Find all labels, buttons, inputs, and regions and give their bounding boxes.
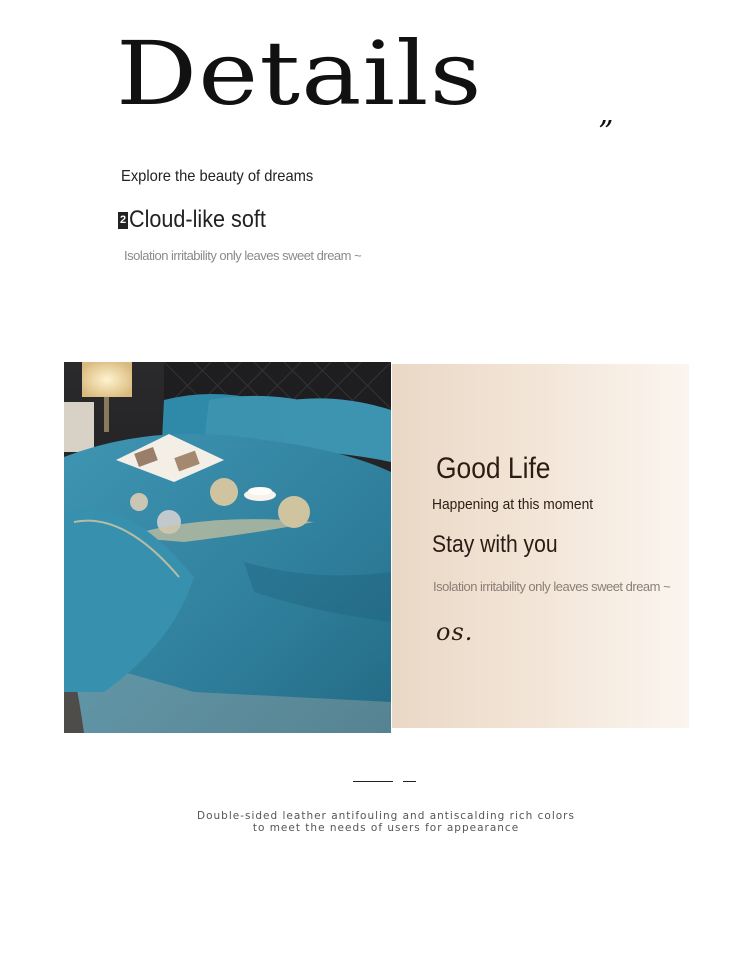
footer-line-1: Double-sided leather antifouling and antiscalding rich colors	[197, 810, 575, 822]
panel-subtitle: Happening at this moment	[432, 496, 594, 513]
feature-description: Isolation irritability only leaves sweet dream ~	[124, 248, 362, 263]
feature-title-text: Cloud-like soft	[129, 206, 266, 233]
divider-long	[353, 781, 393, 782]
panel-heading: Stay with you	[432, 531, 558, 558]
divider-short	[403, 781, 416, 782]
page-title: Details	[116, 22, 483, 125]
feature-title	[118, 206, 281, 234]
panel-description: Isolation irritability only leaves sweet dream ~	[433, 579, 671, 594]
footer-text	[0, 810, 750, 834]
panel-signature: os.	[436, 618, 474, 646]
feature-index-badge: 2	[118, 212, 128, 229]
panel-title: Good Life	[436, 452, 551, 485]
footer-line-2: to meet the needs of users for appearance	[252, 822, 520, 834]
tagline: Explore the beauty of dreams	[121, 168, 314, 185]
bedding-photo	[64, 362, 391, 733]
quote-mark-icon: ”	[598, 115, 614, 150]
